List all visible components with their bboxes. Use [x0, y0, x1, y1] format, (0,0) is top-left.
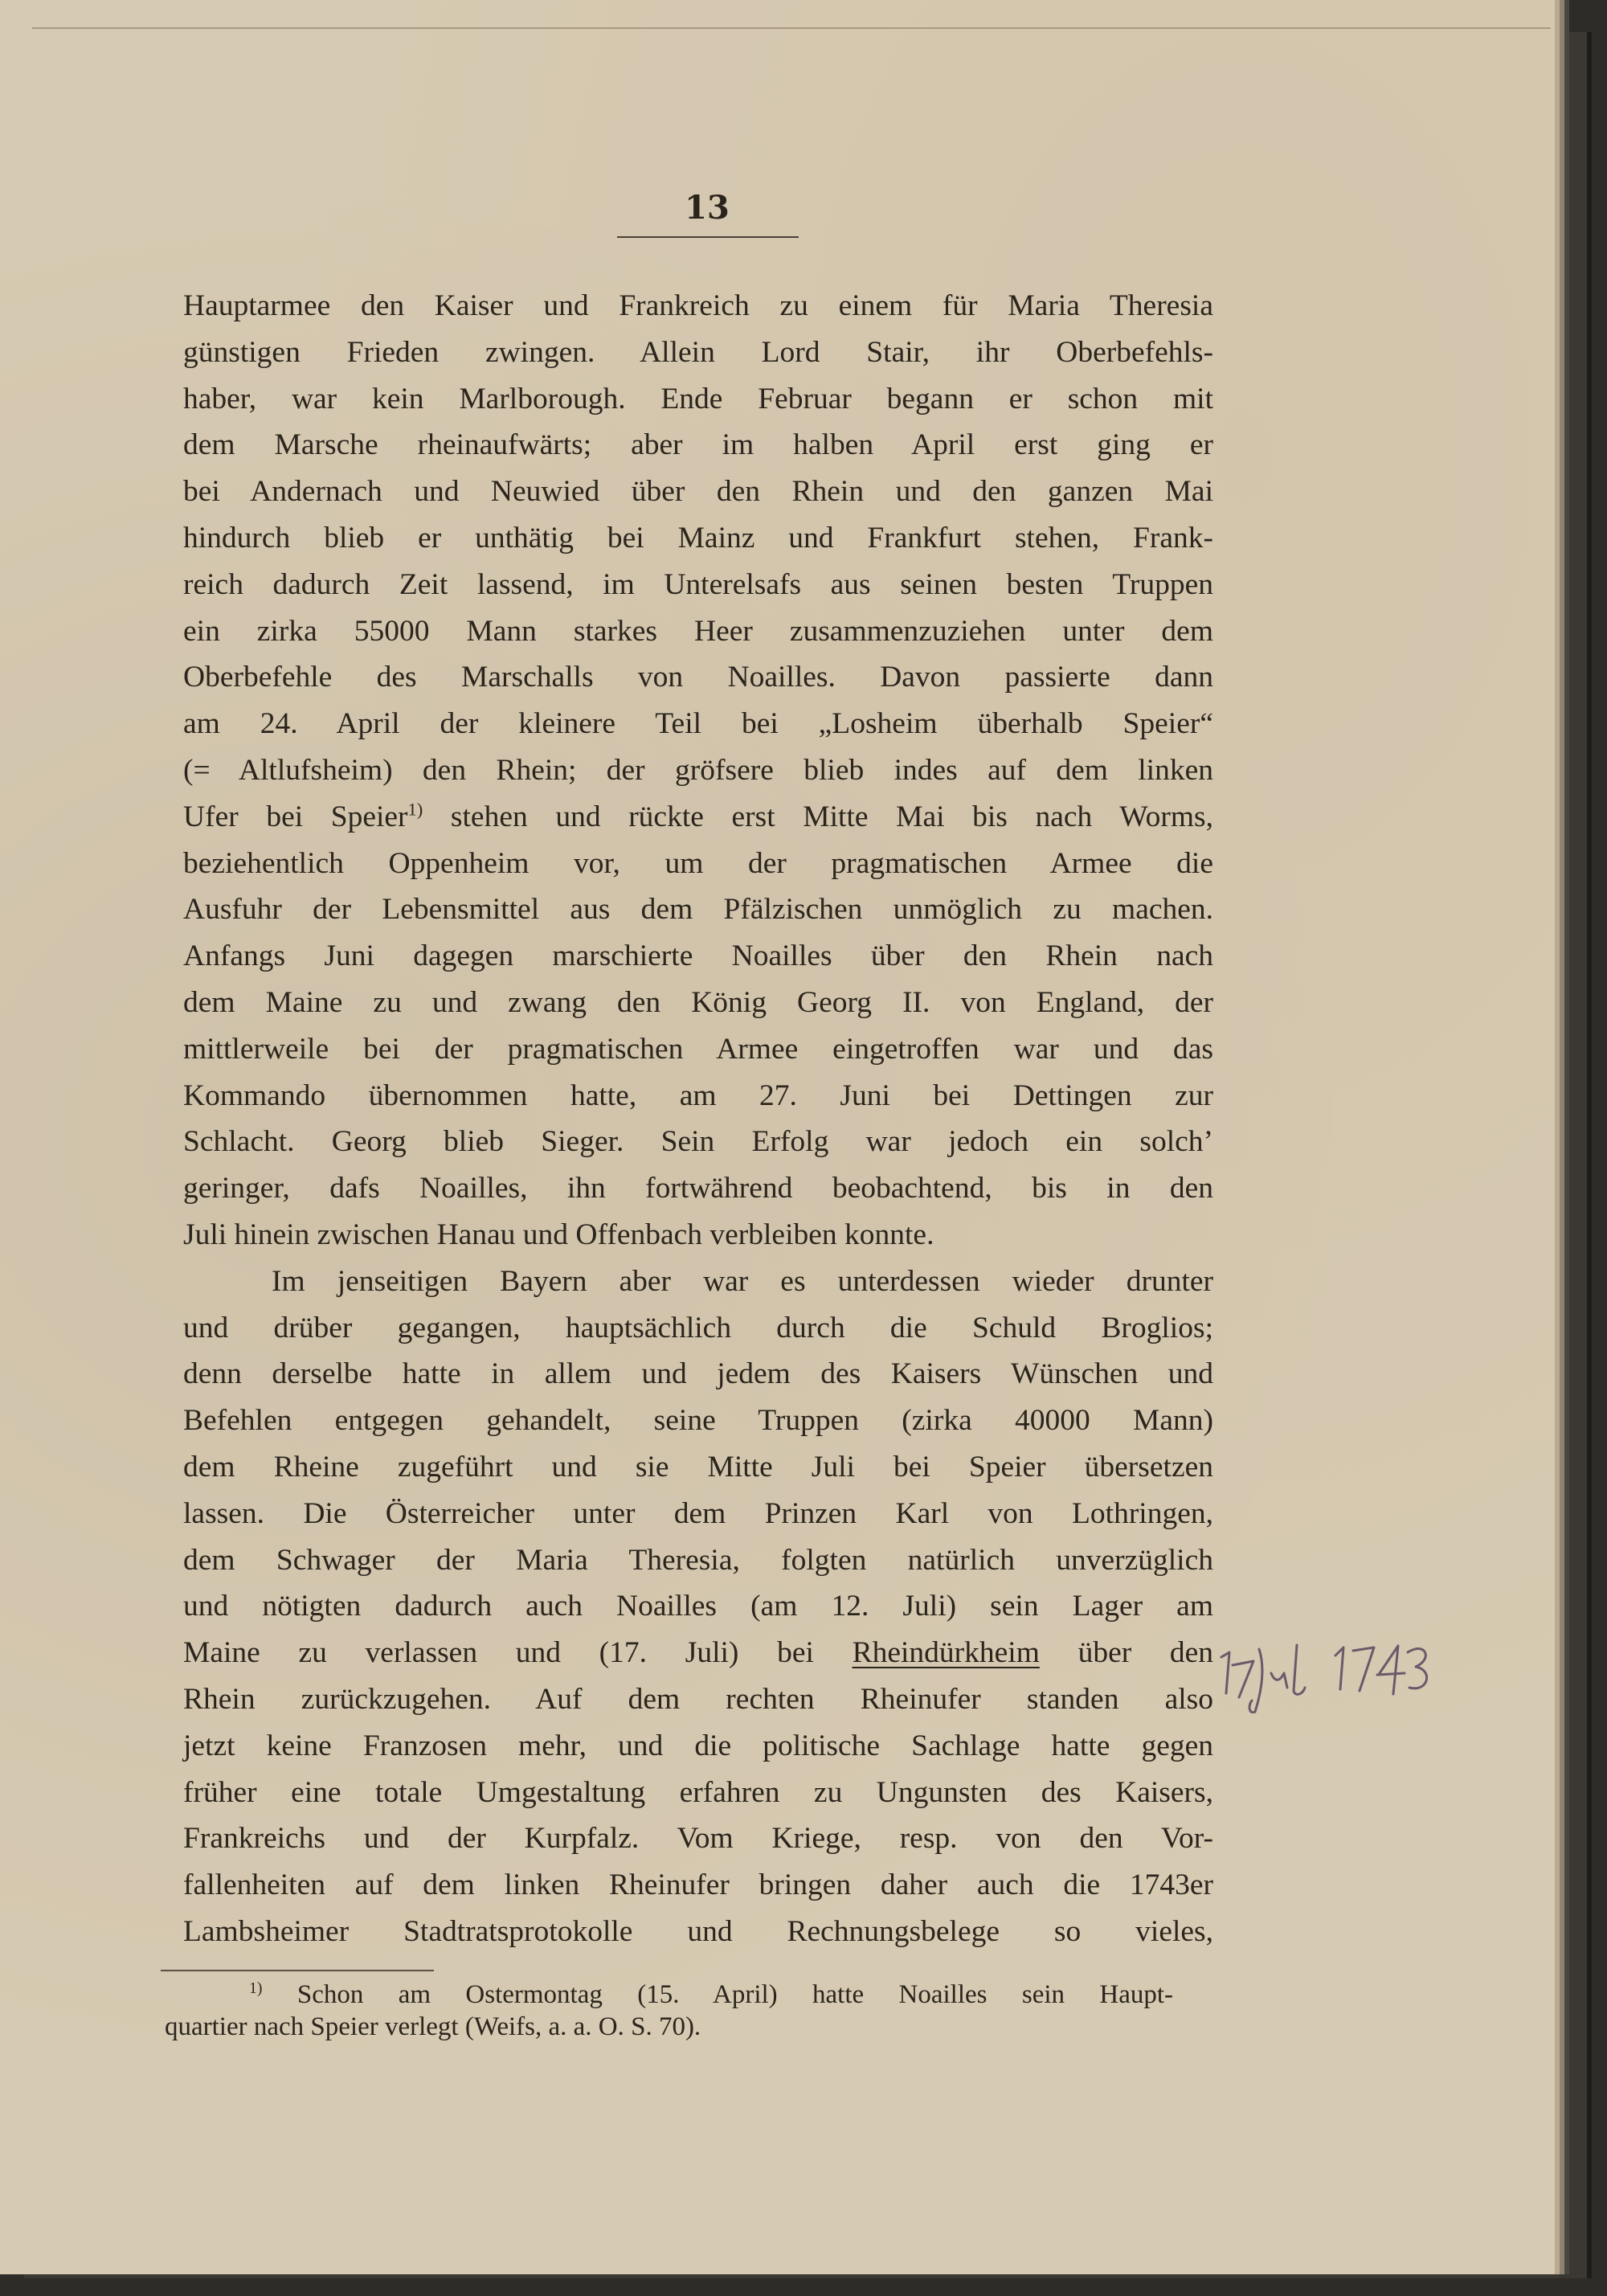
- text-line-with-footnote-ref: [183, 794, 1213, 841]
- text-line: bei Andernach und Neuwied über den Rhein und den ganzen Mai: [183, 475, 1213, 509]
- text-line: günstigen Frieden zwingen. Allein Lord Stair, ihr Oberbefehls-: [183, 335, 1213, 369]
- text-line: dem Maine zu und zwang den König Georg II. von England, der: [183, 985, 1213, 1019]
- text-line: und drüber gegangen, hauptsächlich durch die Schuld Broglios;: [183, 1311, 1213, 1344]
- text-line: Juli hinein zwischen Hanau und Offenbach verbleiben konnte.: [183, 1218, 934, 1251]
- paragraph-start-line: Im jenseitigen Bayern aber war es unterdessen wieder drunter: [272, 1264, 1213, 1298]
- text-line: geringer, dafs Noailles, ihn fortwährend beobachtend, bis in den: [183, 1172, 1213, 1205]
- text-line: dem Rheine zugeführt und sie Mitte Juli bei Speier übersetzen: [183, 1450, 1213, 1484]
- text-line: dem Schwager der Maria Theresia, folgten natürlich unverzüglich: [183, 1543, 1213, 1577]
- text-segment: über den: [1077, 1636, 1214, 1670]
- footnote-text: Schon am Ostermontag (15. April) hatte Noailles sein Haupt-: [296, 1980, 1174, 2009]
- text-line: jetzt keine Franzosen mehr, und die politische Sachlage hatte gegen: [183, 1729, 1213, 1762]
- page-number: 13: [685, 189, 730, 227]
- text-line: Rhein zurückzugehen. Auf dem rechten Rheinufer standen also: [183, 1682, 1213, 1716]
- text-line: Schlacht. Georg blieb Sieger. Sein Erfolg war jedoch ein solch’: [183, 1125, 1213, 1159]
- footnote: [165, 1979, 1173, 2043]
- text-line: haber, war kein Marlborough. Ende Februar begann er schon mit: [183, 382, 1213, 415]
- text-line: früher eine totale Umgestaltung erfahren zu Ungunsten des Kaisers,: [183, 1775, 1213, 1809]
- text-line: lassen. Die Österreicher unter dem Prinzen Karl von Lothringen,: [183, 1496, 1213, 1530]
- text-line: fallenheiten auf dem linken Rheinufer bringen daher auch die 1743er: [183, 1868, 1213, 1902]
- text-line: reich dadurch Zeit lassend, im Unterelsafs aus seinen besten Truppen: [183, 567, 1213, 601]
- text-line: mittlerweile bei der pragmatischen Armee eingetroffen war und das: [183, 1032, 1213, 1066]
- text-line: Anfangs Juni dagegen marschierte Noailles über den Rhein nach: [183, 939, 1213, 973]
- text-line: hindurch blieb er unthätig bei Mainz und Frankfurt stehen, Frank-: [183, 521, 1213, 555]
- underlined-place-name: Rheindürkheim: [852, 1636, 1040, 1670]
- text-line: denn derselbe hatte in allem und jedem des Kaisers Wünschen und: [183, 1357, 1213, 1391]
- text-line: Befehlen entgegen gehandelt, seine Truppen (zirka 40000 Mann): [183, 1404, 1213, 1438]
- text-segment: Ufer bei Speier: [183, 800, 408, 833]
- header-rule: [617, 236, 799, 238]
- text-line: Frankreichs und der Kurpfalz. Vom Kriege, resp. von den Vor-: [183, 1822, 1213, 1856]
- text-line: Lambsheimer Stadtratsprotokolle und Rechnungsbelege so vieles,: [183, 1914, 1213, 1948]
- text-line: am 24. April der kleinere Teil bei „Losheim überhalb Speier“: [183, 707, 1213, 741]
- text-segment: stehen und rückte erst Mitte Mai bis nach Worms,: [450, 800, 1213, 833]
- text-line: ein zirka 55000 Mann starkes Heer zusammenzuziehen unter dem: [183, 614, 1213, 648]
- body-text: [183, 283, 1213, 1955]
- footnote-marker: 1): [249, 1979, 263, 1997]
- footnote-line: [165, 1979, 1173, 2011]
- text-line: Ausfuhr der Lebensmittel aus dem Pfälzischen unmöglich zu machen.: [183, 893, 1213, 927]
- text-segment: Maine zu verlassen und (17. Juli) bei: [183, 1636, 814, 1670]
- footnote-rule: [161, 1970, 434, 1971]
- page-top-edge: [32, 27, 1551, 29]
- text-line: beziehentlich Oppenheim vor, um der pragmatischen Armee die: [183, 846, 1213, 880]
- text-line: Kommando übernommen hatte, am 27. Juni bei Dettingen zur: [183, 1078, 1213, 1112]
- text-line: Hauptarmee den Kaiser und Frankreich zu einem für Maria Theresia: [183, 289, 1213, 322]
- text-line: und nötigten dadurch auch Noailles (am 12. Juli) sein Lager am: [183, 1590, 1213, 1623]
- footnote-line: quartier nach Speier verlegt (Weifs, a. a. O. S. 70).: [165, 2012, 701, 2041]
- handwritten-margin-note: [1215, 1617, 1440, 1713]
- text-line-with-underline: [183, 1630, 1213, 1676]
- text-line: dem Marsche rheinaufwärts; aber im halben April erst ging er: [183, 428, 1213, 462]
- footnote-reference: 1): [407, 799, 423, 820]
- text-line: Oberbefehle des Marschalls von Noailles. Davon passierte dann: [183, 661, 1213, 694]
- text-line: (= Altlufsheim) den Rhein; der gröfsere blieb indes auf dem linken: [183, 753, 1213, 787]
